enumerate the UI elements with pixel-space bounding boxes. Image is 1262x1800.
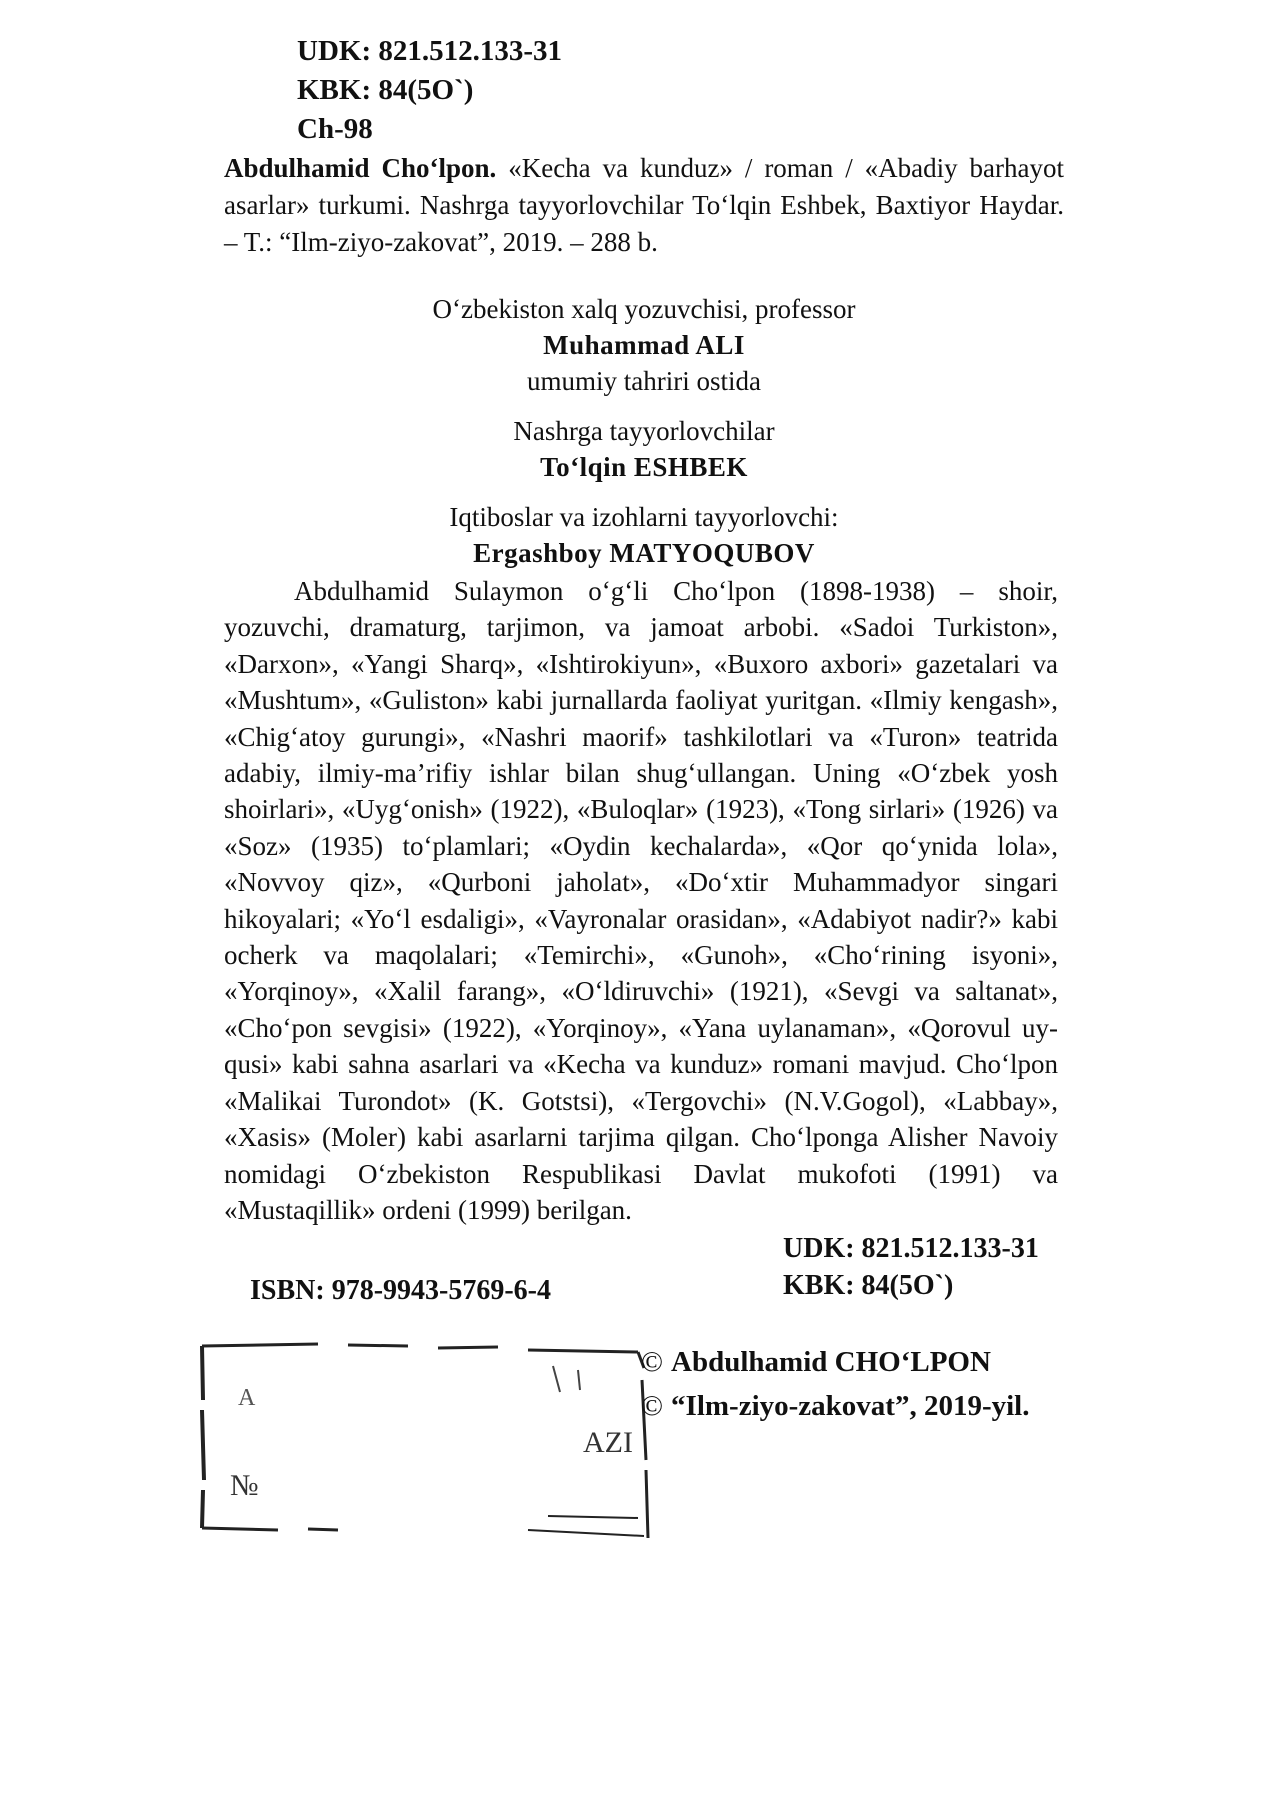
copyright (641, 1340, 1029, 1428)
copyright-publisher: “Ilm-ziyo-zakovat”, 2019-yil. (671, 1390, 1030, 1422)
citation-author: Abdulhamid Cho‘lpon. (224, 153, 497, 183)
copyright-publisher-line (641, 1384, 1029, 1428)
editor-name: Muhammad ALI (543, 330, 745, 360)
copyright-author: Abdulhamid CHO‘LPON (671, 1346, 991, 1378)
udk-code: UDK: 821.512.133-31 (297, 35, 563, 67)
copyright-author-line (641, 1340, 1029, 1384)
preparer-name: To‘lqin ESHBEK (540, 452, 748, 482)
udk-code-bottom: UDK: 821.512.133-31 (783, 1233, 1039, 1264)
bibliographic-citation (224, 150, 1064, 261)
editor-role: umumiy tahriri ostida (527, 366, 761, 396)
credits (224, 291, 1064, 571)
kbk-code: KBK: 84(5O`) (297, 74, 474, 106)
kbk-code-bottom: KBK: 84(5O`) (783, 1270, 954, 1301)
citation-text: «Kecha va kunduz» / roman / «Abadiy barhayot asarlar» turkumi. Nashrga tayyorlovchilar To‘lqin Eshbek, Baxtiyor Haydar. – T.: “Ilm-ziyo-zakovat”, 2019. – 288 b. (224, 153, 1064, 257)
notes-label: Iqtiboslar va izohlarni tayyorlovchi: (449, 502, 839, 532)
library-stamp (198, 1340, 660, 1540)
isbn: ISBN: 978-9943-5769-6-4 (250, 1275, 551, 1306)
library-stamp-drawing (198, 1340, 660, 1540)
copyright-icon: © (641, 1346, 664, 1378)
author-biography: Abdulhamid Sulaymon o‘g‘li Cho‘lpon (1898-1938) – shoir, yozuvchi, dramaturg, tarjimon, va jamoat arbobi. «Sadoi Turkiston», «Darxon», «Yangi Sharq», «Ishtirokiyun», «Buxoro axbori» gazetalari va «Mushtum», «Guliston» kabi jurnallarda faoliyat yuritgan. «Ilmiy kengash», «Chig‘atoy gurungi», «Nashri maorif» tashkilotlari va «Turon» teatrida adabiy, ilmiy-ma’rifiy ishlar bilan shug‘ullangan. Uning «O‘zbek yosh shoirlari», «Uyg‘onish» (1922), «Buloqlar» (1923), «Tong sirlari» (1926) va «Soz» (1935) to‘plamlari; «Oydin kechalarda», «Qor qo‘ynida lola», «Novvoy qiz», «Qurboni jaholat», «Do‘xtir Muhammadyor singari hikoyalari; «Yo‘l esdaligi», «Vayronalar orasidan», «Adabiyot nadir?» kabi ocherk va maqolalari; «Temirchi», «Gunoh», «Cho‘rining isyoni», «Yorqinoy», «Xalil farang», «O‘ldiruvchi» (1921), «Sevgi va saltanat», «Cho‘pon sevgisi» (1922), «Yorqinoy», «Yana uylanaman», «Qorovul uy-qusi» kabi sahna asarlari va «Kecha va kunduz» romani mavjud. Cho‘lpon «Malikai Turondot» (K. Gotstsi), «Tergovchi» (N.V.Gogol), «Labbay», «Xasis» (Moler) kabi asarlarni tarjima qilgan. Cho‘lponga Alisher Navoiy nomidagi O‘zbekiston Respublikasi Davlat mukofoti (1991) va «Mustaqillik» ordeni (1999) berilgan. (224, 576, 1058, 1225)
stamp-text-number: № (230, 1469, 259, 1502)
author-mark: Ch-98 (297, 113, 373, 145)
editor-intro: O‘zbekiston xalq yozuvchisi, professor (432, 294, 856, 324)
stamp-text-right: AZI (583, 1426, 633, 1459)
stamp-text-top: A (238, 1385, 256, 1411)
catalog-codes-bottom (783, 1230, 1039, 1304)
preparers-label: Nashrga tayyorlovchilar (513, 416, 775, 446)
catalog-codes (297, 32, 562, 149)
notes-preparer-name: Ergashboy MATYOQUBOV (473, 538, 815, 568)
copyright-icon-2: © (641, 1390, 664, 1422)
